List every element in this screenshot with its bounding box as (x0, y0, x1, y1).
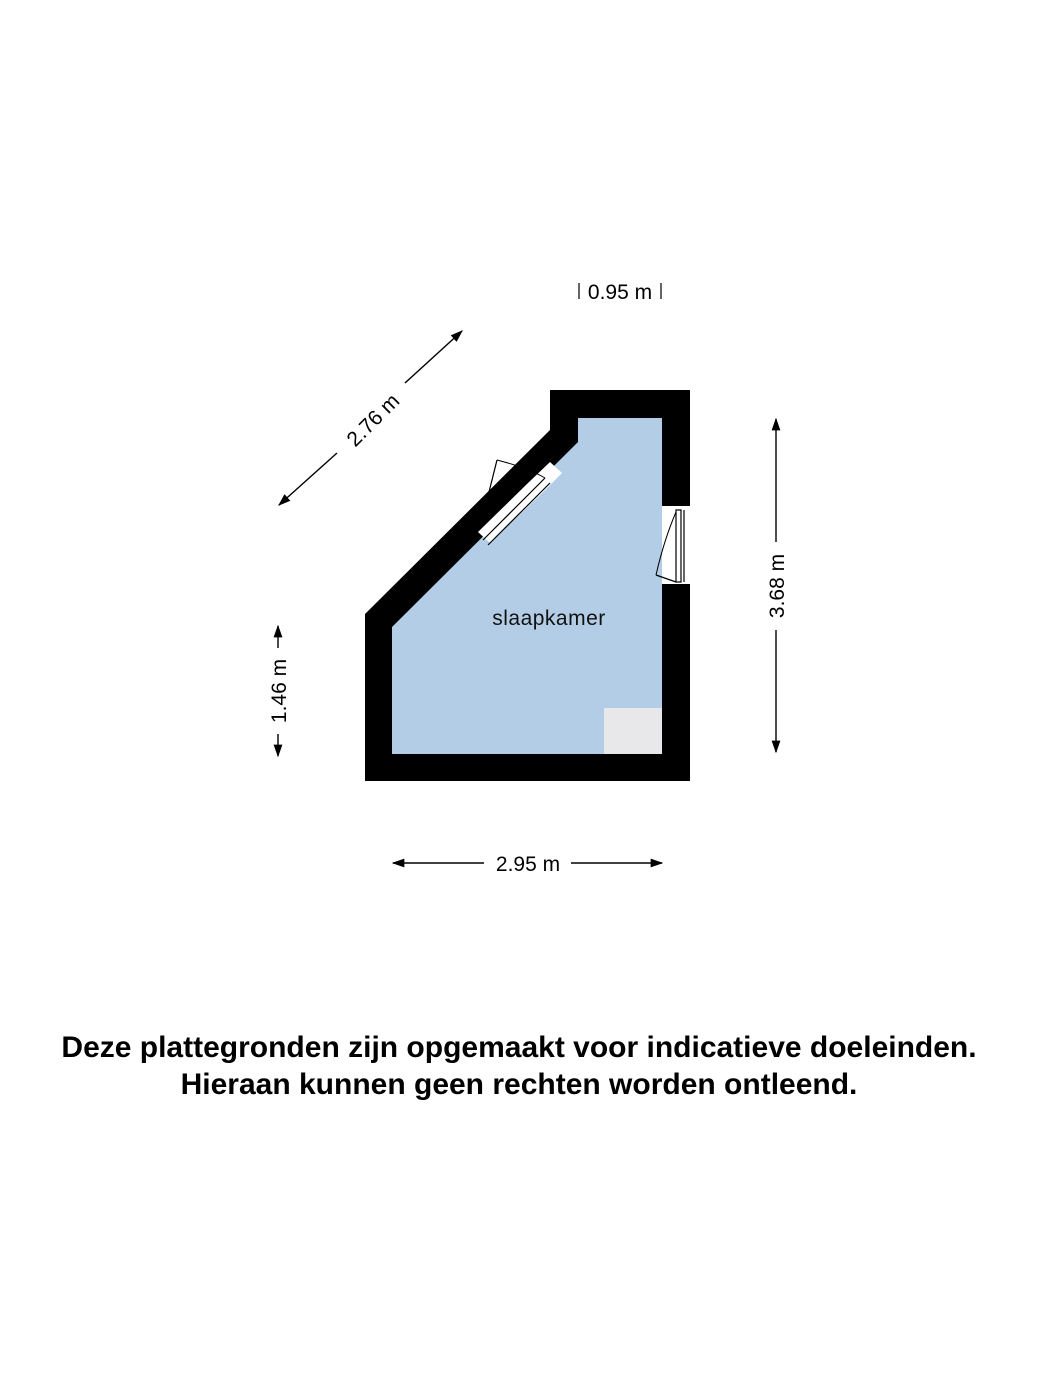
dimension-diagonal-label: 2.76 m (342, 389, 405, 452)
dimension-left (268, 626, 291, 756)
dimension-top (579, 281, 661, 304)
closet-fixture (604, 708, 662, 754)
dimension-diagonal (279, 331, 462, 505)
dimension-bottom (393, 853, 662, 876)
room-label: slaapkamer (492, 607, 606, 630)
dimension-top-label: 0.95 m (587, 281, 653, 304)
dimension-left-label: 1.46 m (268, 658, 291, 724)
dimension-right-label: 3.68 m (766, 553, 789, 619)
dimension-bottom-label: 2.95 m (495, 853, 561, 876)
dimension-right (766, 419, 789, 752)
disclaimer-line-1: Deze plattegronden zijn opgemaakt voor indicatieve doeleinden. (61, 1031, 977, 1064)
disclaimer-line-2: Hieraan kunnen geen rechten worden ontleend. (180, 1068, 858, 1101)
